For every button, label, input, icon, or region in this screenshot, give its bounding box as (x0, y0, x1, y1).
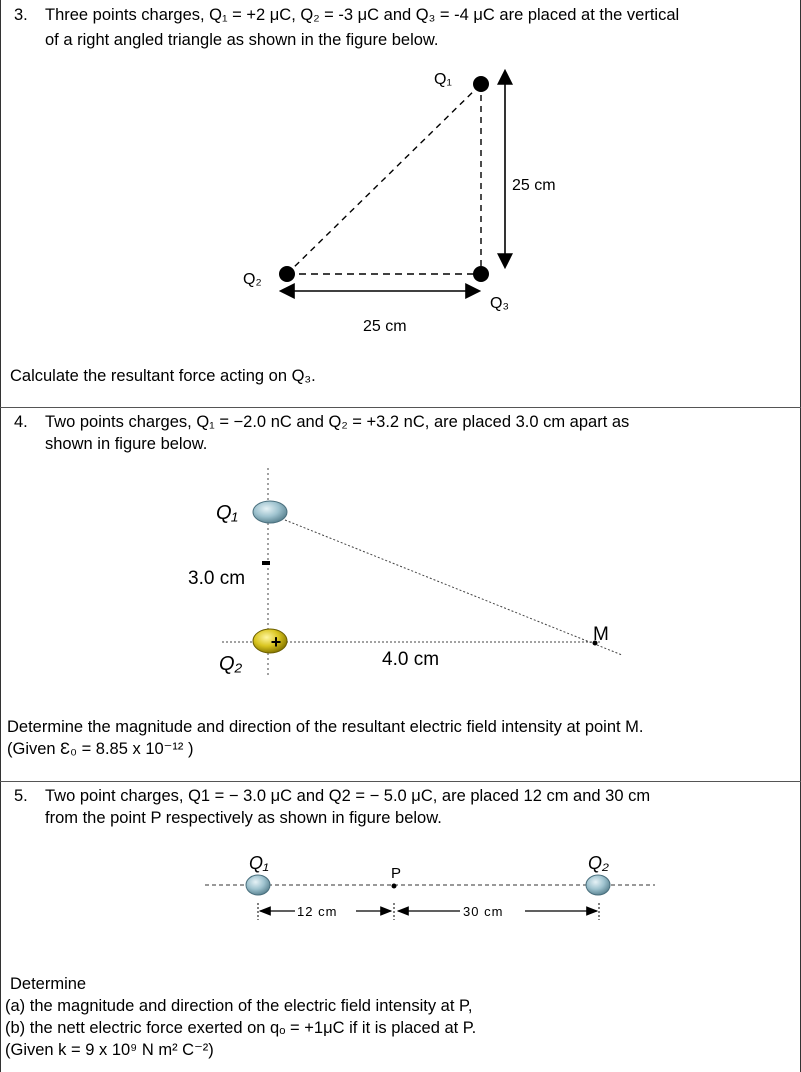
q5-charge-q2 (586, 875, 610, 895)
q5-left-distance: 12 cm (297, 904, 338, 919)
q5-q1-label: Q₁ (249, 853, 269, 873)
point-p-label: P (391, 865, 402, 882)
q1-label: Q₁ (434, 71, 452, 88)
vertical-distance-label: 25 cm (512, 177, 556, 194)
q2-label: Q₂ (243, 271, 262, 288)
q4-vertical-distance: 3.0 cm (188, 568, 246, 589)
q5-charge-q1 (246, 875, 270, 895)
question-5-given: (Given k = 9 x 10⁹ N m² C⁻²) (5, 1041, 214, 1059)
question-4-text-line1: Two points charges, Q₁ = −2.0 nC and Q₂ = +3.2 nC, are placed 3.0 cm apart as (45, 413, 630, 431)
question-5-text-line1: Two point charges, Q1 = − 3.0 μC and Q2 = − 5.0 μC, are placed 12 cm and 30 cm (45, 787, 651, 805)
plus-sign: + (270, 632, 282, 652)
q4-q2-label: Q₂ (219, 653, 243, 675)
question-5-text-line2: from the point P respectively as shown in figure below. (45, 809, 442, 827)
horizontal-distance-label: 25 cm (363, 318, 407, 335)
question-5-part-a: (a) the magnitude and direction of the electric field intensity at P, (5, 997, 473, 1015)
question-5-number: 5. (14, 787, 28, 805)
question-4-number: 4. (14, 413, 28, 431)
q5-right-distance: 30 cm (463, 904, 504, 919)
question-3-task: Calculate the resultant force acting on Q₃. (10, 367, 316, 385)
question-4-task-line2: (Given Ɛ₀ = 8.85 x 10⁻¹² ) (7, 740, 194, 758)
q4-horizontal-distance: 4.0 cm (382, 649, 440, 670)
question-5-part-b: (b) the nett electric force exerted on qₒ = +1μC if it is placed at P. (5, 1019, 477, 1037)
question-3-text-line1: Three points charges, Q₁ = +2 μC, Q₂ = -3 μC and Q₃ = -4 μC are placed at the vertical (45, 6, 680, 24)
question-4-task-line1: Determine the magnitude and direction of the resultant electric field intensity at point M. (7, 718, 644, 736)
question-4-text-line2: shown in figure below. (45, 435, 208, 453)
point-m-label: M (593, 624, 609, 645)
question-5-task-intro: Determine (10, 975, 87, 993)
question-3-text-line2: of a right angled triangle as shown in the figure below. (45, 31, 439, 49)
q3-label: Q₃ (490, 295, 509, 312)
point-p-dot (392, 884, 397, 889)
q5-q2-label: Q₂ (588, 853, 609, 873)
question-3-number: 3. (14, 6, 28, 24)
q4-q1-label: Q₁ (216, 502, 238, 524)
